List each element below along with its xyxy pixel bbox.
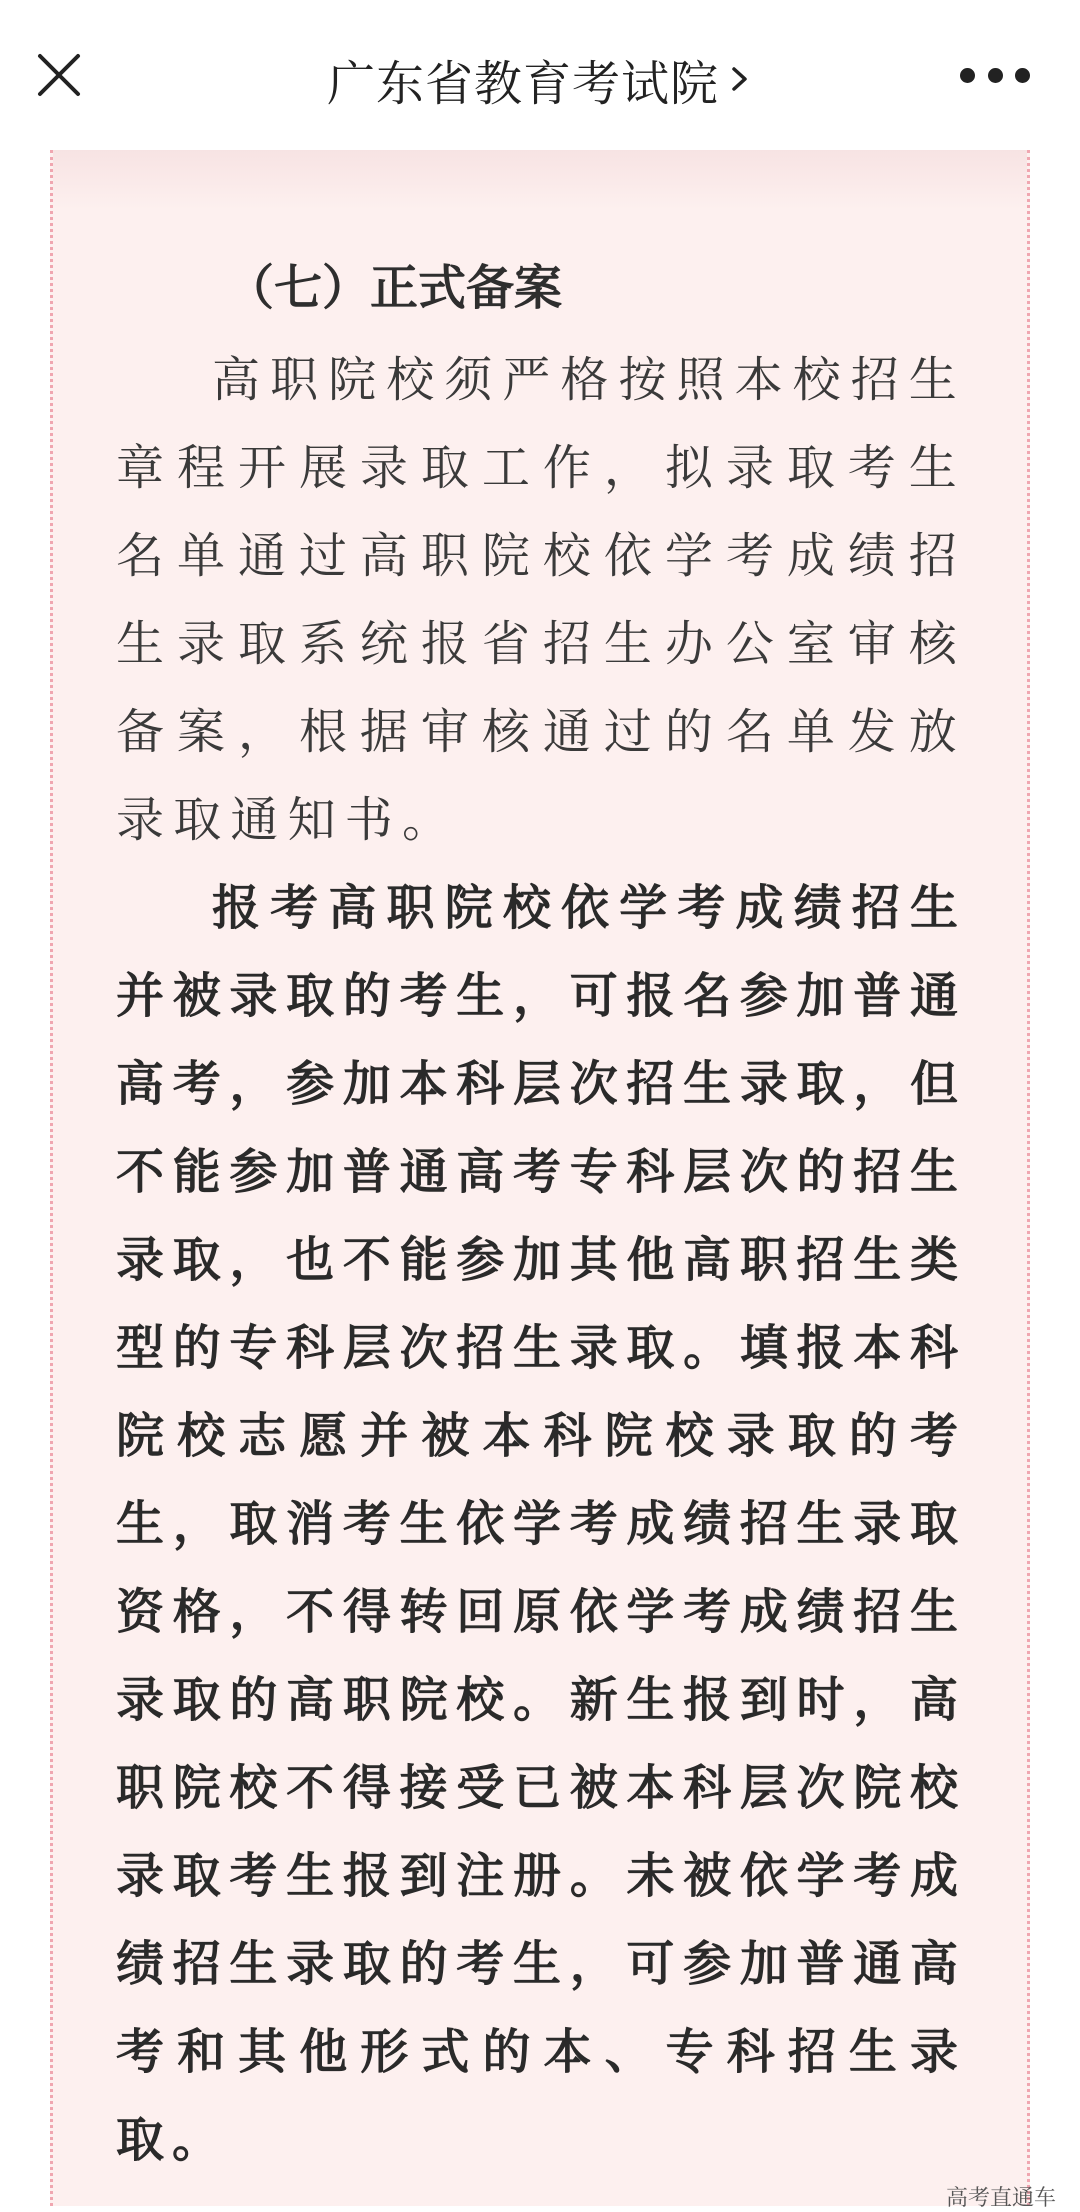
more-options-button[interactable] xyxy=(960,60,1030,90)
article-content xyxy=(116,242,966,2184)
top-navigation-bar xyxy=(0,0,1080,150)
more-horizontal-icon xyxy=(988,68,1003,83)
paragraph-admission-rules: 报考高职院校依学考成绩招生并被录取的考生，可报名参加普通高考，参加本科层次招生录取，但不能参加普通高考专科层次的招生录取，也不能参加其他高职招生类型的专科层次招生录取。填报本科院校志愿并被本科院校录取的考生，取消考生依学考成绩招生录取资格，不得转回原依学考成绩招生录取的高职院校。新生报到时，高职院校不得接受已被本科层次院校录取考生报到注册。未被依学考成绩招生录取的考生，可参加普通高考和其他形式的本、专科招生录取。 xyxy=(116,880,966,2168)
section-heading: （七）正式备案 xyxy=(226,260,563,316)
page-title: 广东省教育考试院 xyxy=(326,55,719,112)
watermark-text: 高考直通车 xyxy=(946,2186,1057,2211)
card-top-fade xyxy=(53,150,1027,210)
paragraph-filing: 高职院校须严格按照本校招生章程开展录取工作，拟录取考生名单通过高职院校依学考成绩招生录取系统报省招生办公室审核备案，根据审核通过的名单发放录取通知书。 xyxy=(116,352,966,848)
more-horizontal-icon xyxy=(1015,68,1030,83)
account-title-link[interactable] xyxy=(0,44,1080,114)
more-horizontal-icon xyxy=(960,68,975,83)
chevron-right-icon xyxy=(727,59,753,99)
